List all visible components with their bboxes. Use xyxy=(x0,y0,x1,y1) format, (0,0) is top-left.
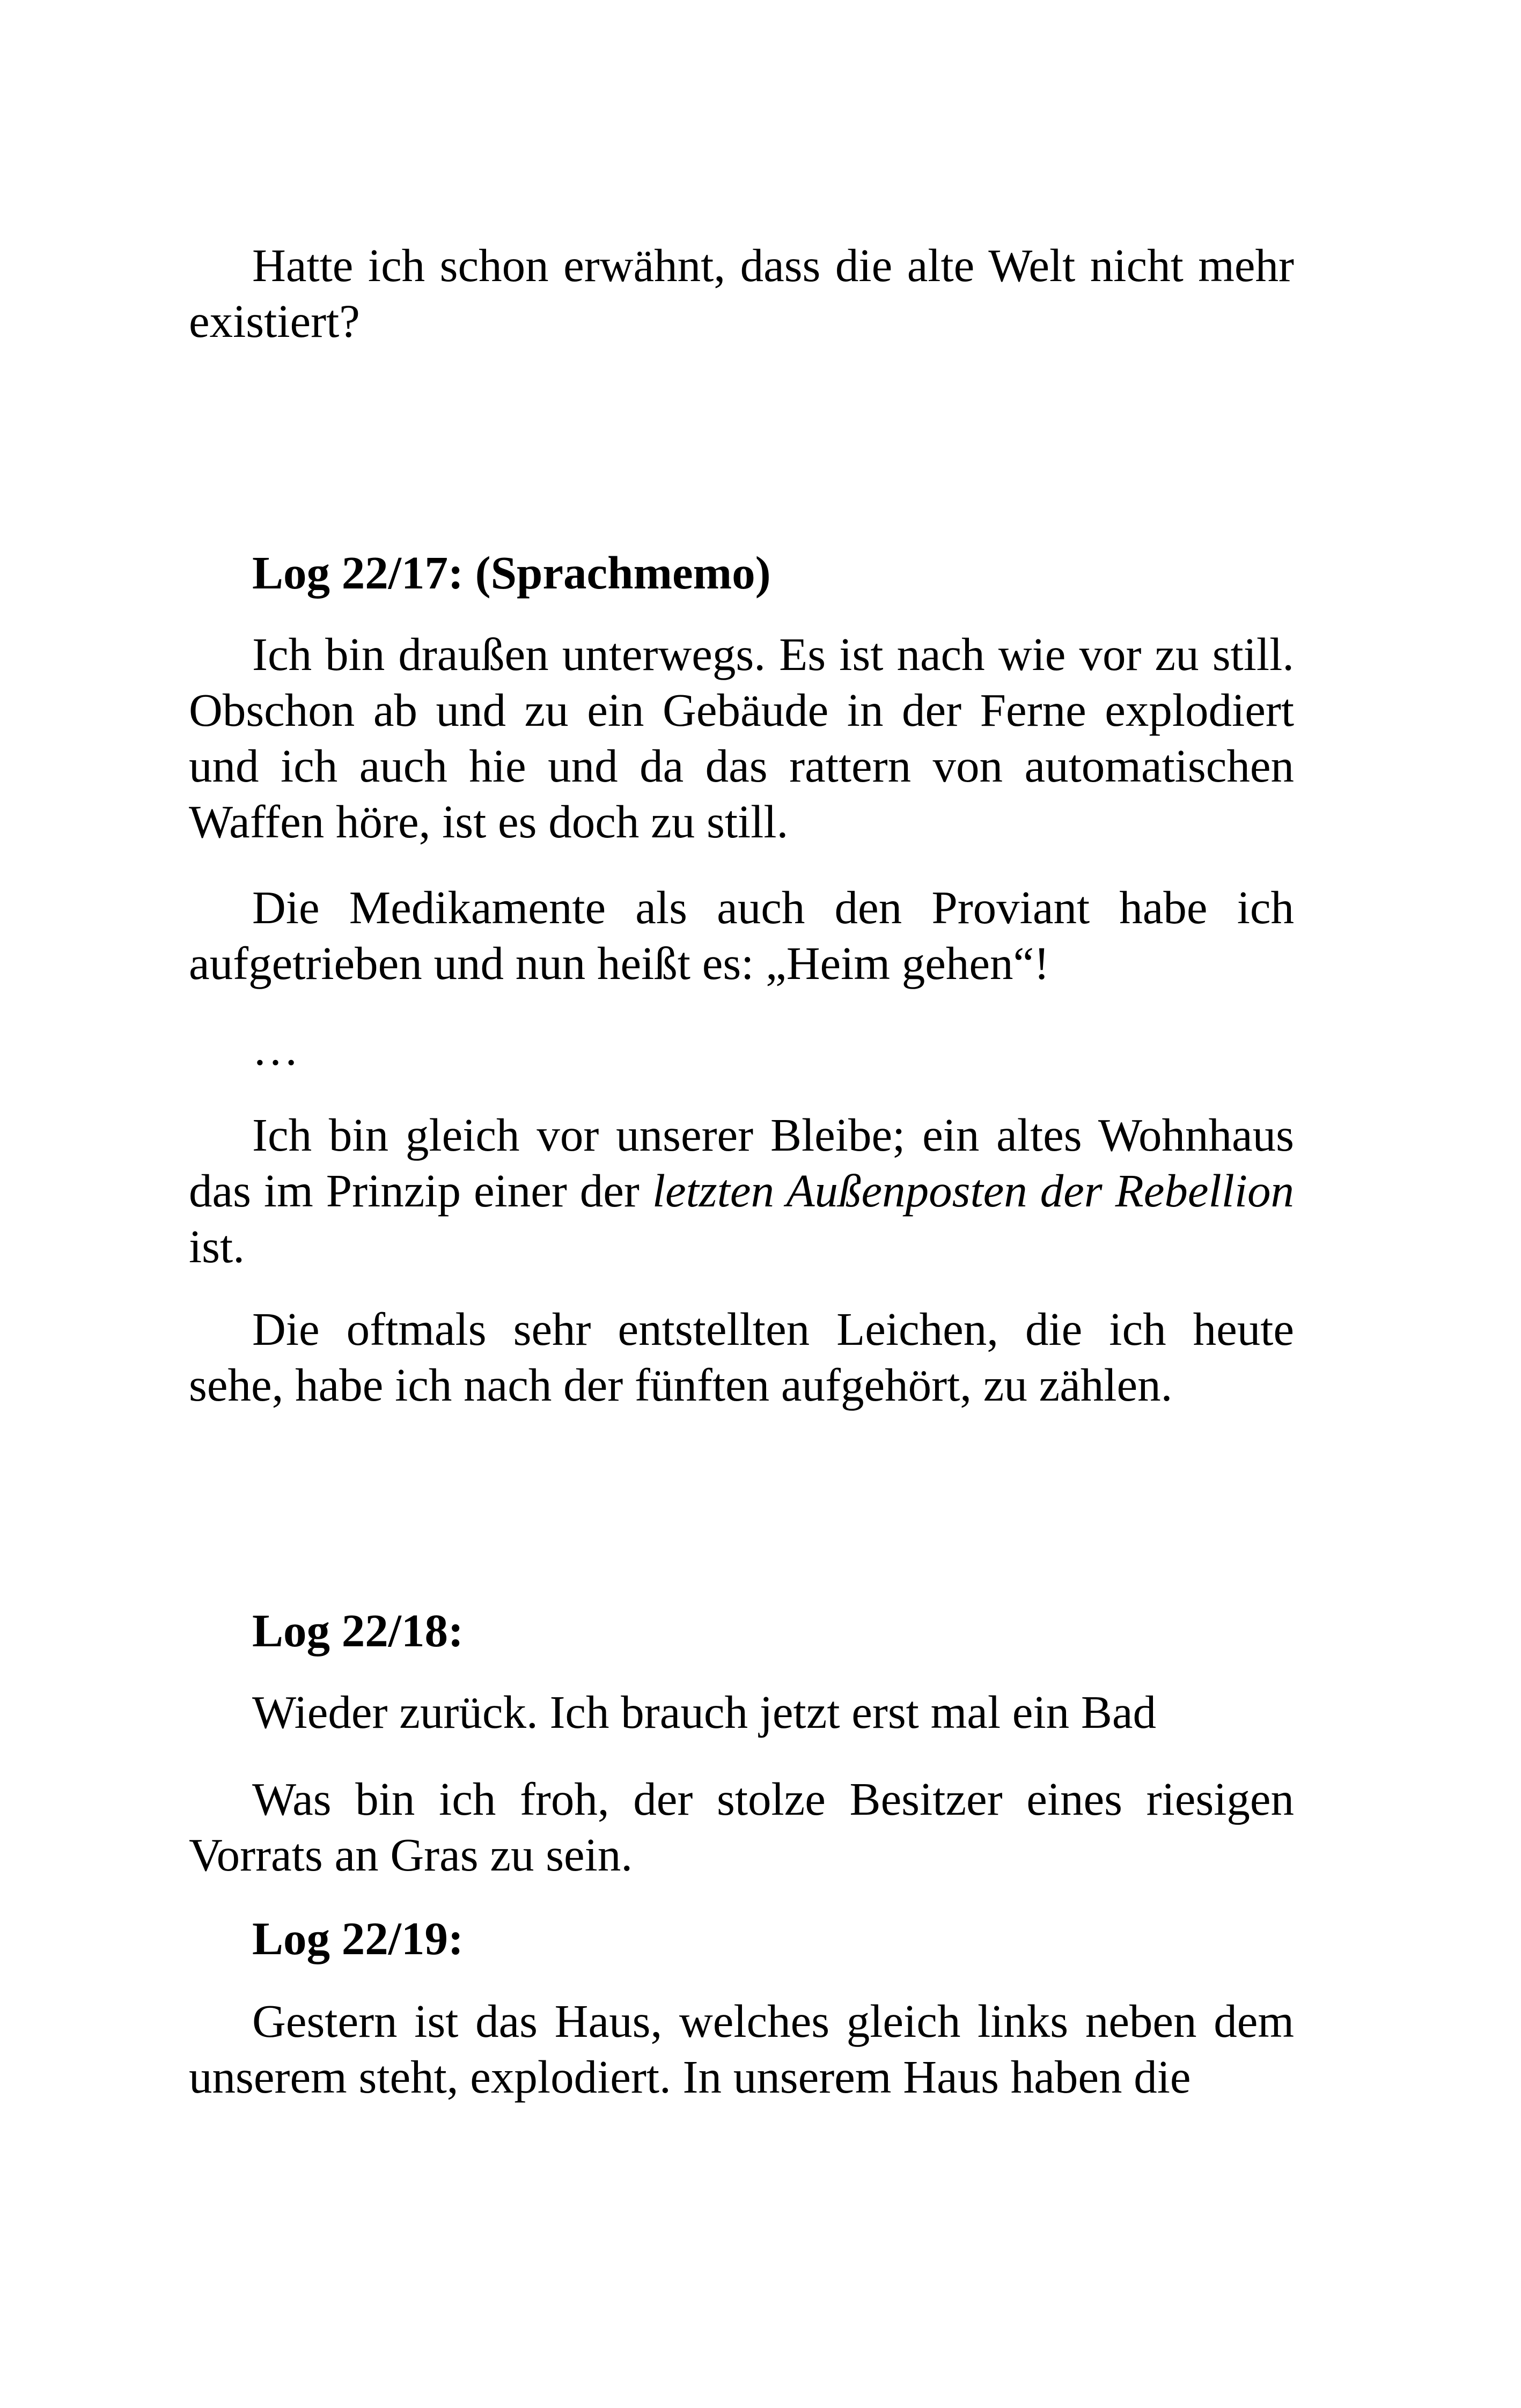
shelter-text-end: ist. xyxy=(189,1220,245,1272)
shelter-text-start: Ich bin gleich vor unserer Bleibe; ein altes Wohnhaus das im Prinzip einer der xyxy=(189,1109,1294,1217)
paragraph-back: Wieder zurück. Ich brauch jetzt erst mal ein Bad xyxy=(252,1686,1156,1738)
paragraph-intro: Hatte ich schon erwähnt, dass die alte Welt nicht mehr existiert? xyxy=(189,239,1294,347)
log-heading-22-18: Log 22/18: xyxy=(252,1604,464,1656)
paragraph-supply: Was bin ich froh, der stolze Besitzer eines riesigen Vorrats an Gras zu sein. xyxy=(189,1773,1294,1881)
paragraph-shelter xyxy=(189,1107,1294,1275)
paragraph-medication: Die Medikamente als auch den Proviant habe ich aufgetrieben und nun heißt es: „Heim gehen“! xyxy=(189,881,1294,989)
ellipsis-separator: … xyxy=(252,1023,299,1075)
paragraph-explosion: Gestern ist das Haus, welches gleich links neben dem unserem steht, explodiert. In unserem Haus haben die xyxy=(189,1995,1294,2103)
paragraph-outside: Ich bin draußen unterwegs. Es ist nach wie vor zu still. Obschon ab und zu ein Gebäude in der Ferne explodiert und ich auch hie und da das rattern von automatischen Waffen höre, ist es doch zu still. xyxy=(189,628,1294,848)
shelter-text-italic: letzten Außenposten der Rebellion xyxy=(652,1165,1294,1217)
log-heading-22-19: Log 22/19: xyxy=(252,1912,464,1964)
log-heading-22-17: Log 22/17: (Sprachmemo) xyxy=(252,547,771,599)
paragraph-corpses: Die oftmals sehr entstellten Leichen, die ich heute sehe, habe ich nach der fünften aufgehört, zu zählen. xyxy=(189,1303,1294,1411)
